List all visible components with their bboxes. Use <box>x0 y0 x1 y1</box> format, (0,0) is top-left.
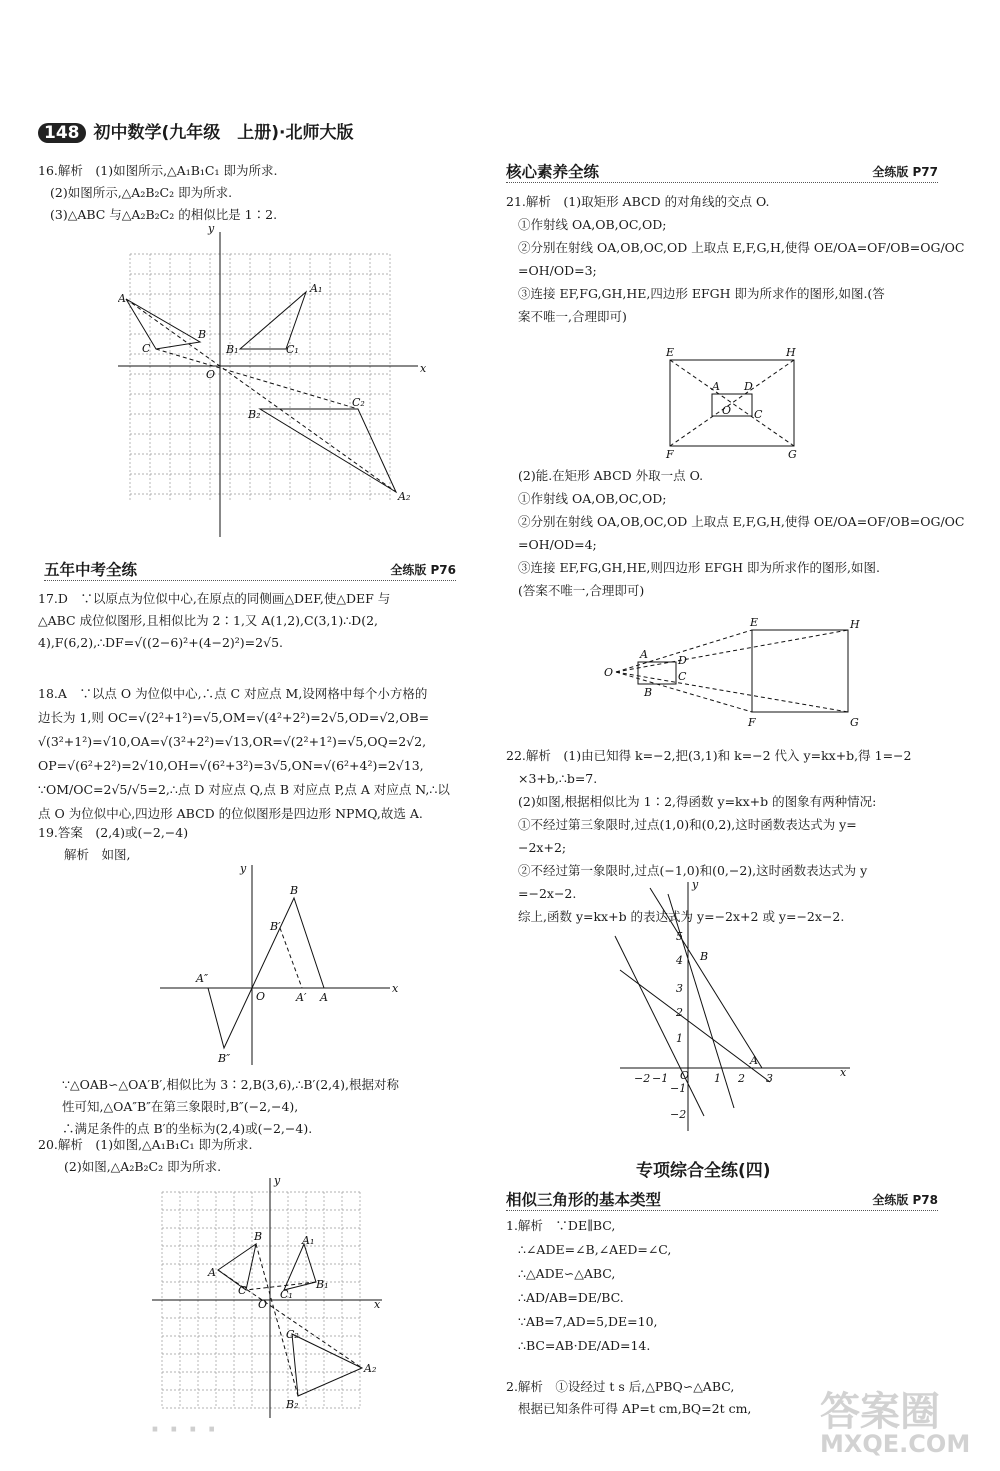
q19-line: ∴满足条件的点 B′的坐标为(2,4)或(−2,−4). <box>62 1121 313 1136</box>
svg-text:x: x <box>392 982 399 995</box>
svg-text:−2: −2 <box>670 1108 687 1121</box>
svg-text:C₁: C₁ <box>286 343 299 356</box>
q21-line: ③连接 EF,FG,GH,HE,则四边形 EFGH 即为所求作的图形,如图. <box>518 560 880 575</box>
svg-text:O: O <box>604 666 614 679</box>
svg-text:B₂: B₂ <box>286 1398 299 1411</box>
svg-text:B: B <box>254 1230 263 1243</box>
q21-line: (2)能.在矩形 ABCD 外取一点 O. <box>518 468 704 483</box>
svg-text:C₂: C₂ <box>352 396 365 409</box>
page-header <box>38 118 354 143</box>
svg-text:A: A <box>712 380 720 393</box>
q18-line: 18.A ∵以点 O 为位似中心,∴点 C 对应点 M,设网格中每个小方格的 <box>38 686 428 701</box>
svg-text:B₁: B₁ <box>316 1278 329 1291</box>
q21-line: ②分别在射线 OA,OB,OC,OD 上取点 E,F,G,H,使得 OE/OA=OF/OB=OG/OC <box>518 240 965 255</box>
q21-line: ③连接 EF,FG,GH,HE,四边形 EFGH 即为所求作的图形,如图.(答 <box>518 286 885 301</box>
svg-text:A: A <box>750 1054 758 1067</box>
q21-line: ①作射线 OA,OB,OC,OD; <box>518 491 667 506</box>
svg-text:2: 2 <box>738 1072 745 1085</box>
svg-text:B′: B′ <box>270 920 281 933</box>
svg-text:O: O <box>722 404 732 417</box>
svg-text:C₁: C₁ <box>280 1288 293 1301</box>
svg-text:A′: A′ <box>296 991 307 1004</box>
svg-text:C: C <box>142 342 151 355</box>
svg-text:B: B <box>198 328 207 341</box>
q1-line: ∴△ADE∽△ABC, <box>518 1266 616 1281</box>
q19-explanation <box>62 1074 399 1140</box>
svg-text:E: E <box>750 616 759 629</box>
svg-text:B₁: B₁ <box>226 343 239 356</box>
q18-line: √(3²+1²)=√10,OA=√(3²+2²)=√13,OR=√(2²+1²)=√5,OQ=2√2, <box>38 734 427 749</box>
svg-text:3: 3 <box>676 982 683 995</box>
special-practice-title: 专项综合全练(四) <box>636 1161 771 1181</box>
q16 <box>38 160 277 226</box>
q20-line: (2)如图,△A₂B₂C₂ 即为所求. <box>64 1159 222 1174</box>
q21-line: =OH/OD=4; <box>518 537 597 552</box>
svg-text:O: O <box>206 368 216 381</box>
section-ref: 全练版 P77 <box>872 165 938 179</box>
svg-text:G: G <box>788 448 797 461</box>
q21-line: ②分别在射线 OA,OB,OC,OD 上取点 E,F,G,H,使得 OE/OA=OF/OB=OG/OC <box>518 514 965 529</box>
q17-line: 4),F(6,2),∴DF=√((2−6)²+(4−2)²)=2√5. <box>38 635 284 650</box>
section-header-five-year <box>44 558 456 581</box>
svg-text:F: F <box>748 716 756 729</box>
svg-text:1: 1 <box>676 1032 683 1045</box>
svg-text:A₁: A₁ <box>310 282 323 295</box>
svg-text:−1: −1 <box>652 1072 669 1085</box>
q18-line: OP=√(6²+2²)=2√10,OH=√(6²+3²)=3√5,ON=√(6²+4²)=2√13, <box>38 758 424 773</box>
q22-line: ②不经过第一象限时,过点(−1,0)和(0,−2),这时函数表达式为 y <box>518 863 868 878</box>
svg-text:F: F <box>666 448 674 461</box>
svg-text:y: y <box>692 878 699 891</box>
svg-text:x: x <box>420 362 427 375</box>
q21-rect-figure-1 <box>640 338 820 464</box>
q21-line: =OH/OD=3; <box>518 263 597 278</box>
svg-text:4: 4 <box>676 954 683 967</box>
q2 <box>506 1376 751 1420</box>
svg-text:x: x <box>840 1066 847 1079</box>
svg-text:D: D <box>744 380 753 393</box>
svg-text:A: A <box>208 1266 216 1279</box>
q22-line: (2)如图,根据相似比为 1∶2,得函数 y=kx+b 的图象有两种情况: <box>518 794 877 809</box>
svg-text:D: D <box>678 654 687 667</box>
q20-line: 20.解析 (1)如图,△A₁B₁C₁ 即为所求. <box>38 1137 253 1152</box>
q22-line: =−2x−2. <box>518 886 577 901</box>
q21-line: (答案不唯一,合理即可) <box>518 583 645 598</box>
svg-text:O: O <box>258 1298 268 1311</box>
q22-line: 综上,函数 y=kx+b 的表达式为 y=−2x+2 或 y=−2x−2. <box>518 909 845 924</box>
q17-line: △ABC 成位似图形,且相似比为 2∶1,又 A(1,2),C(3,1)∴D(2, <box>38 613 379 628</box>
section-ref: 全练版 P78 <box>872 1193 938 1207</box>
q21-part2 <box>506 464 964 602</box>
q16-line: (3)△ABC 与△A₂B₂C₂ 的相似比是 1∶2. <box>50 207 278 222</box>
q19-answer: 19.答案 (2,4)或(−2,−4) <box>38 825 189 840</box>
q1-line: ∴∠ADE=∠B,∠AED=∠C, <box>518 1242 672 1257</box>
q22-line: ①不经过第三象限时,过点(1,0)和(0,2),这时函数表达式为 y= <box>518 817 857 832</box>
svg-text:−1: −1 <box>670 1082 687 1095</box>
q22-line: ×3+b,∴b=7. <box>518 771 598 786</box>
svg-text:B: B <box>700 950 709 963</box>
svg-text:A″: A″ <box>196 972 209 985</box>
section-title: 核心素养全练 <box>506 163 600 181</box>
q17 <box>38 588 390 654</box>
svg-text:y: y <box>240 862 247 875</box>
q21-line: 案不唯一,合理即可) <box>518 309 627 324</box>
q2-line: 根据已知条件可得 AP=t cm,BQ=2t cm, <box>518 1401 752 1416</box>
q18 <box>38 682 450 826</box>
q21-line: ①作射线 OA,OB,OC,OD; <box>518 217 667 232</box>
q16-grid-figure <box>118 222 438 542</box>
svg-text:H: H <box>850 618 860 631</box>
q22-graph <box>610 876 860 1138</box>
faint-watermark-stamp: · · · · <box>150 1415 217 1445</box>
svg-text:B₂: B₂ <box>248 408 261 421</box>
q19-figure <box>150 860 400 1070</box>
q1-line: ∵AB=7,AD=5,DE=10, <box>518 1314 658 1329</box>
q2-line: 2.解析 ①设经过 t s 后,△PBQ∽△ABC, <box>506 1379 735 1394</box>
svg-text:y: y <box>274 1174 281 1187</box>
svg-text:B″: B″ <box>218 1052 231 1065</box>
section-header-core <box>506 160 938 183</box>
svg-text:C: C <box>754 408 763 421</box>
svg-text:G: G <box>850 716 859 729</box>
q1-line: 1.解析 ∵DE∥BC, <box>506 1218 616 1233</box>
q22-line: 22.解析 (1)由已知得 k=−2,把(3,1)和 k=−2 代入 y=kx+b,得 1=−2 <box>506 748 912 763</box>
svg-text:5: 5 <box>676 930 683 943</box>
q1-line: ∴BC=AB·DE/AD=14. <box>518 1338 651 1353</box>
section-header-similar <box>506 1188 938 1211</box>
svg-text:A₁: A₁ <box>302 1234 315 1247</box>
svg-text:x: x <box>374 1298 381 1311</box>
svg-text:E: E <box>666 346 675 359</box>
svg-text:A₂: A₂ <box>398 490 411 503</box>
svg-text:C: C <box>678 670 687 683</box>
svg-text:A: A <box>320 991 328 1004</box>
section-title: 相似三角形的基本类型 <box>506 1191 662 1209</box>
watermark-url: MXQE.COM <box>820 1430 971 1458</box>
q19-analysis: 解析 如图, <box>64 847 131 862</box>
page-number: 148 <box>38 123 86 143</box>
svg-text:3: 3 <box>766 1072 773 1085</box>
svg-text:C: C <box>238 1284 247 1297</box>
svg-text:y: y <box>208 222 215 235</box>
svg-text:O: O <box>256 990 266 1003</box>
section-title: 五年中考全练 <box>44 561 138 579</box>
svg-text:A: A <box>640 648 648 661</box>
q19-line: ∵△OAB∽△OA′B′,相似比为 3∶2,B(3,6),∴B′(2,4),根据对称 <box>62 1077 399 1092</box>
q22-line: −2x+2; <box>518 840 567 855</box>
q21-rect-figure-2 <box>598 616 868 742</box>
q19-line: 性可知,△OA″B″在第三象限时,B″(−2,−4), <box>62 1099 299 1114</box>
svg-text:O: O <box>680 1069 690 1082</box>
q18-line: ∵OM/OC=2√5/√5=2,∴点 D 对应点 Q,点 B 对应点 P,点 A 对应点 N,∴以 <box>38 782 450 797</box>
section-ref: 全练版 P76 <box>390 563 456 577</box>
svg-text:B: B <box>290 884 299 897</box>
book-title: 初中数学(九年级 上册)·北师大版 <box>93 123 354 143</box>
q17-line: 17.D ∵以原点为位似中心,在原点的同侧画△DEF,使△DEF 与 <box>38 591 391 606</box>
q21-part1 <box>506 190 964 328</box>
svg-text:2: 2 <box>676 1006 683 1019</box>
svg-text:A₂: A₂ <box>364 1362 377 1375</box>
q20-grid-figure <box>152 1172 392 1420</box>
q18-line: 边长为 1,则 OC=√(2²+1²)=√5,OM=√(4²+2²)=2√5,OD=√2,OB= <box>38 710 430 725</box>
q18-line: 点 O 为位似中心,四边形 ABCD 的位似图形是四边形 NPMQ,故选 A. <box>38 806 423 821</box>
svg-text:C₂: C₂ <box>286 1328 299 1341</box>
watermark-logo: 答案圈 <box>820 1389 940 1435</box>
svg-text:H: H <box>786 346 796 359</box>
q1 <box>506 1214 671 1358</box>
svg-text:1: 1 <box>714 1072 721 1085</box>
svg-text:A: A <box>118 292 126 305</box>
q1-line: ∴AD/AB=DE/BC. <box>518 1290 624 1305</box>
q16-line: 16.解析 (1)如图所示,△A₁B₁C₁ 即为所求. <box>38 163 278 178</box>
q21-line: 21.解析 (1)取矩形 ABCD 的对角线的交点 O. <box>506 194 770 209</box>
svg-text:−2: −2 <box>634 1072 651 1085</box>
svg-text:B: B <box>644 686 653 699</box>
q16-line: (2)如图所示,△A₂B₂C₂ 即为所求. <box>50 185 233 200</box>
